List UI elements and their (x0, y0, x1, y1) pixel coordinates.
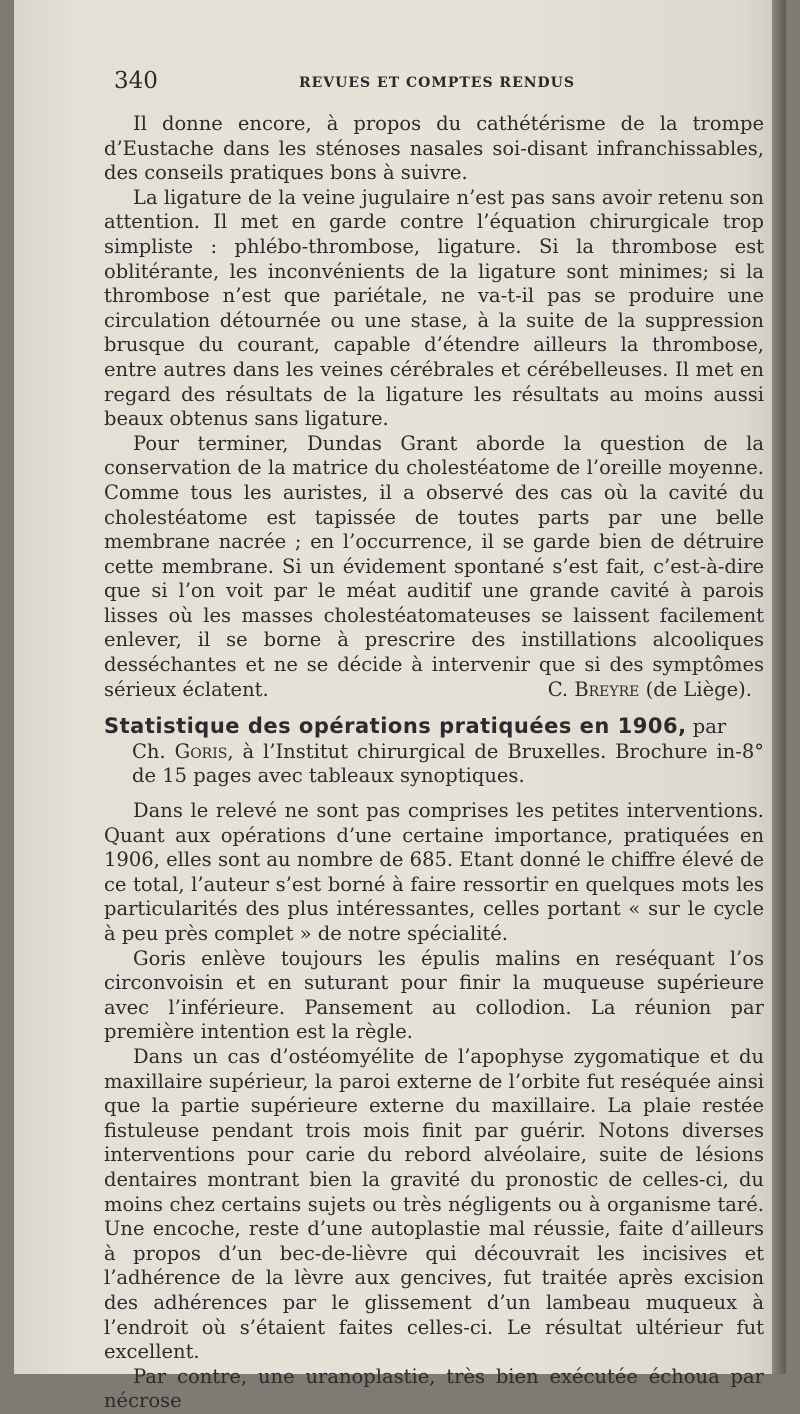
signature-initial: C. (547, 677, 575, 701)
author-name: Goris (174, 739, 228, 763)
book-page (14, 0, 786, 1413)
review-signature (519, 678, 752, 703)
paragraph: Goris enlève toujours les épulis malins en reséquant l’os circonvoisin et en suturant pour finir la muqueuse supérieure avec l’inférieure. Pansement au collodion. La réunion par première intention est la règle. (104, 946, 764, 1044)
page-number: 340 (114, 68, 158, 94)
running-title: REVUES ET COMPTES RENDUS (299, 75, 575, 91)
paragraph: Par contre, une uranoplastie, très bien exécutée échoua par nécrose (104, 1364, 764, 1413)
signature-name: Breyre (574, 677, 640, 701)
paragraph: Dans un cas d’ostéomyélite de l’apophyse zygomatique et du maxillaire supérieur, la paroi externe de l’orbite fut reséquée ainsi que la partie supérieure externe du maxillaire. La plaie restée fistuleuse pendant trois mois finit par guérir. Notons diverses interventions pour carie du rebord alvéolaire, suite de lésions dentaires montrant bien la gravité du pronostic de celles-ci, du moins chez certains sujets ou très négligents ou à organisme taré. Une encoche, reste d’une autoplastie mal réussie, faite d’ailleurs à propos d’un bec-de-lièvre qui découvrait les incisives et l’adhérence de la lèvre aux gencives, fut traitée après excision des adhérences par le glissement d’un lambeau muqueux à l’endroit où s’étaient faites celles-ci. Le résultat ultérieur fut excellent. (104, 1044, 764, 1364)
page-edge-shadow (772, 0, 786, 1374)
page-text (104, 112, 764, 1414)
paragraph-text: Pour terminer, Dundas Grant aborde la question de la conservation de la matrice du cholestéatome de l’oreille moyenne. Comme tous les auristes, il a observé des cas où la cavité du cholestéatome est tapissée de toutes parts par une belle membrane nacrée ; en l’occurrence, il se garde bien de détruire cette membrane. Si un évidement spontané s’est fait, c’est-à-dire que si l’on voit par le méat auditif une grande cavité à parois lisses où les masses cholestéatomateuses se laissent facilement enlever, il se borne à prescrire des instillations alcooliques desséchantes et ne se décide à intervenir que si des symptômes sérieux éclatent. (104, 431, 764, 701)
article-title: Statistique des opérations pratiquées en 1906, (104, 714, 687, 739)
article-by: par (686, 715, 727, 739)
paragraph: Dans le relevé ne sont pas comprises les petites interventions. Quant aux opérations d’une certaine importance, pratiquées en 1906, elles sont au nombre de 685. Etant donné le chiffre élevé de ce total, l’auteur s’est borné à faire ressortir en quelques mots les particularités des plus intéressantes, celles portant « sur le cycle à peu près complet » de notre spécialité. (104, 799, 764, 945)
author-prefix: Ch. (132, 739, 175, 763)
article-heading (104, 714, 764, 789)
article-reference (104, 740, 764, 789)
paragraph: Il donne encore, à propos du cathétérisme de la trompe d’Eustache dans les sténoses nasales soi-disant infranchissables, des conseils pratiques bons à suivre. (104, 112, 764, 185)
paragraph: La ligature de la veine jugulaire n’est pas sans avoir retenu son attention. Il met en garde contre l’équation chirurgicale trop simpliste : phlébo-thrombose, ligature. Si la thrombose est oblitérante, les inconvénients de la ligature sont minimes; si la thrombose n’est que pariétale, ne va-t-il pas se produire une circulation détournée ou une stase, à la suite de la suppression brusque du courant, capable d’étendre ailleurs la thrombose, entre autres dans les veines cérébrales et cérébelleuses. Il met en regard des résultats de la ligature les résultats au moins aussi beaux obtenus sans ligature. (104, 185, 764, 431)
page-header (114, 60, 754, 100)
paragraph (104, 432, 764, 703)
reference-text: , à l’Institut chirurgical de Bruxelles. Brochure in-8° de 15 pages avec tableaux synoptiques. (132, 739, 764, 788)
signature-place: (de Liège). (639, 677, 752, 701)
